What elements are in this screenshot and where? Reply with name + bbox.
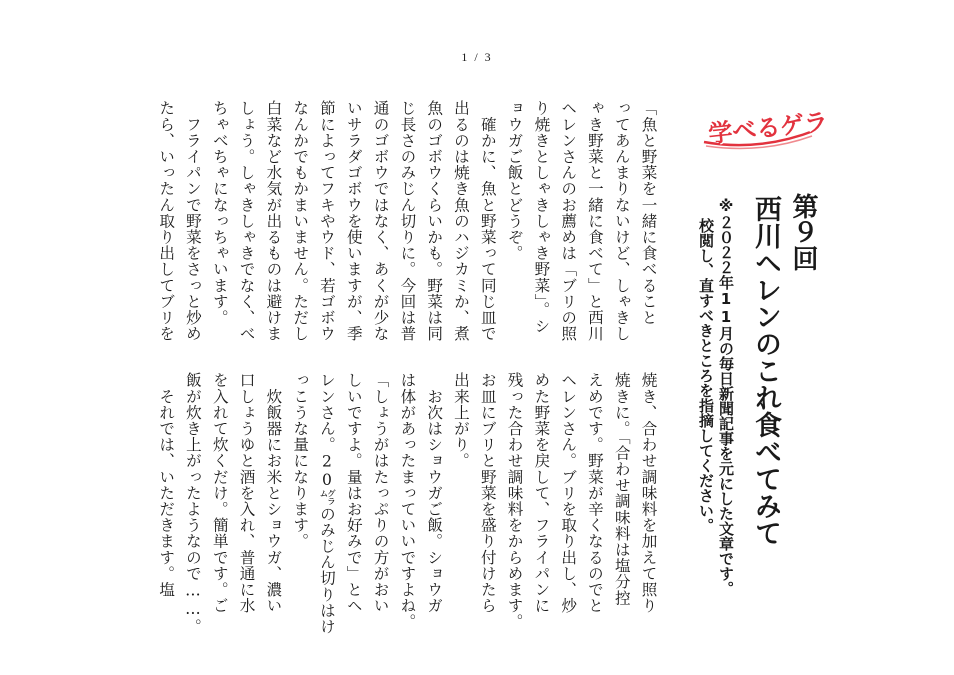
text-column: フライパンで野菜をさっと炒め: [183, 100, 202, 342]
text-column: めた野菜を戻して、フライパンに: [532, 372, 551, 614]
note-line-2: 校閲し、直すべきところを指摘してください。: [697, 218, 715, 533]
logo-text: 学べるゲラ: [707, 107, 830, 149]
text-column: っこうな量になります。: [291, 372, 310, 550]
text-column: 焼き、合わせ調味料を加えて照り: [639, 372, 658, 614]
text-column: 通のゴボウではなく、あくが少な: [371, 100, 390, 342]
manaberu-gera-logo: [700, 102, 830, 150]
episode-number: 第９回: [788, 193, 818, 271]
text-column: 口しょうゆと酒を入れ、普通に水: [237, 372, 256, 614]
text-column: レンさん。20㌘のみじん切りはけ: [317, 372, 336, 635]
text-column: 出るのは焼き魚のハジカミか、煮: [451, 100, 470, 342]
text-column: ゃき野菜と一緒に食べて」と西川: [585, 100, 604, 342]
text-column: 「魚と野菜を一緒に食べること: [639, 100, 658, 326]
text-column: ョウガご飯とどうぞ。: [505, 100, 524, 261]
text-column: なんかでもかまいません。ただし: [291, 100, 310, 342]
page-title: 西川ヘレンのこれ食べてみて: [750, 195, 781, 546]
text-column: しいですよ。量はお好みで」とヘ: [344, 372, 363, 614]
text-column: 飯が炊き上がったようなので……。: [183, 372, 202, 635]
text-column: 出来上がり。: [451, 372, 470, 469]
text-column: を入れて炊くだけ。簡単です。ご: [210, 372, 229, 614]
text-column: お次はショウガご飯。ショウガ: [425, 372, 444, 614]
text-column: しょう。しゃきしゃきでなく、べ: [237, 100, 256, 342]
page-number: 1 / 3: [461, 50, 493, 64]
text-column: 残った合わせ調味料をからめます。: [505, 372, 524, 630]
text-column: 焼きに。「合わせ調味料は塩分控: [612, 372, 631, 606]
text-column: いサラダゴボウを使いますが、季: [344, 100, 363, 342]
text-column: り焼きとしゃきしゃき野菜」。シ: [532, 100, 551, 334]
text-column: 魚のゴボウくらいかも。野菜は同: [425, 100, 444, 342]
text-column: ちゃべちゃになっちゃいます。: [210, 100, 229, 326]
text-column: 節によってフキやウド、若ゴボウ: [317, 100, 336, 342]
text-column: えめです。野菜が辛くなるのでと: [585, 372, 604, 614]
text-column: 確かに、魚と野菜って同じ皿で: [478, 100, 497, 342]
text-column: それでは、いただきます。塩: [157, 372, 176, 598]
text-column: は体があったまっていいですよね。: [398, 372, 417, 630]
text-column: 「しょうがはたっぷりの方がおい: [371, 372, 390, 614]
text-column: お皿にブリと野菜を盛り付けたら: [478, 372, 497, 614]
text-column: ってあんまりないけど、しゃきし: [612, 100, 631, 342]
text-column: 白菜など水気が出るものは避けま: [264, 100, 283, 342]
text-column: ヘレンさんのお薦めは「ブリの照: [559, 100, 578, 342]
note-line-1: ※２０２２年11月の毎日新聞記事を元にした文章です。: [717, 197, 735, 596]
text-column: たら、いったん取り出してブリを: [157, 100, 176, 342]
text-column: じ長さのみじん切りに。今回は普: [398, 100, 417, 342]
text-column: 炊飯器にお米とショウガ、濃い: [264, 372, 283, 614]
text-column: ヘレンさん。ブリを取り出し、炒: [559, 372, 578, 614]
